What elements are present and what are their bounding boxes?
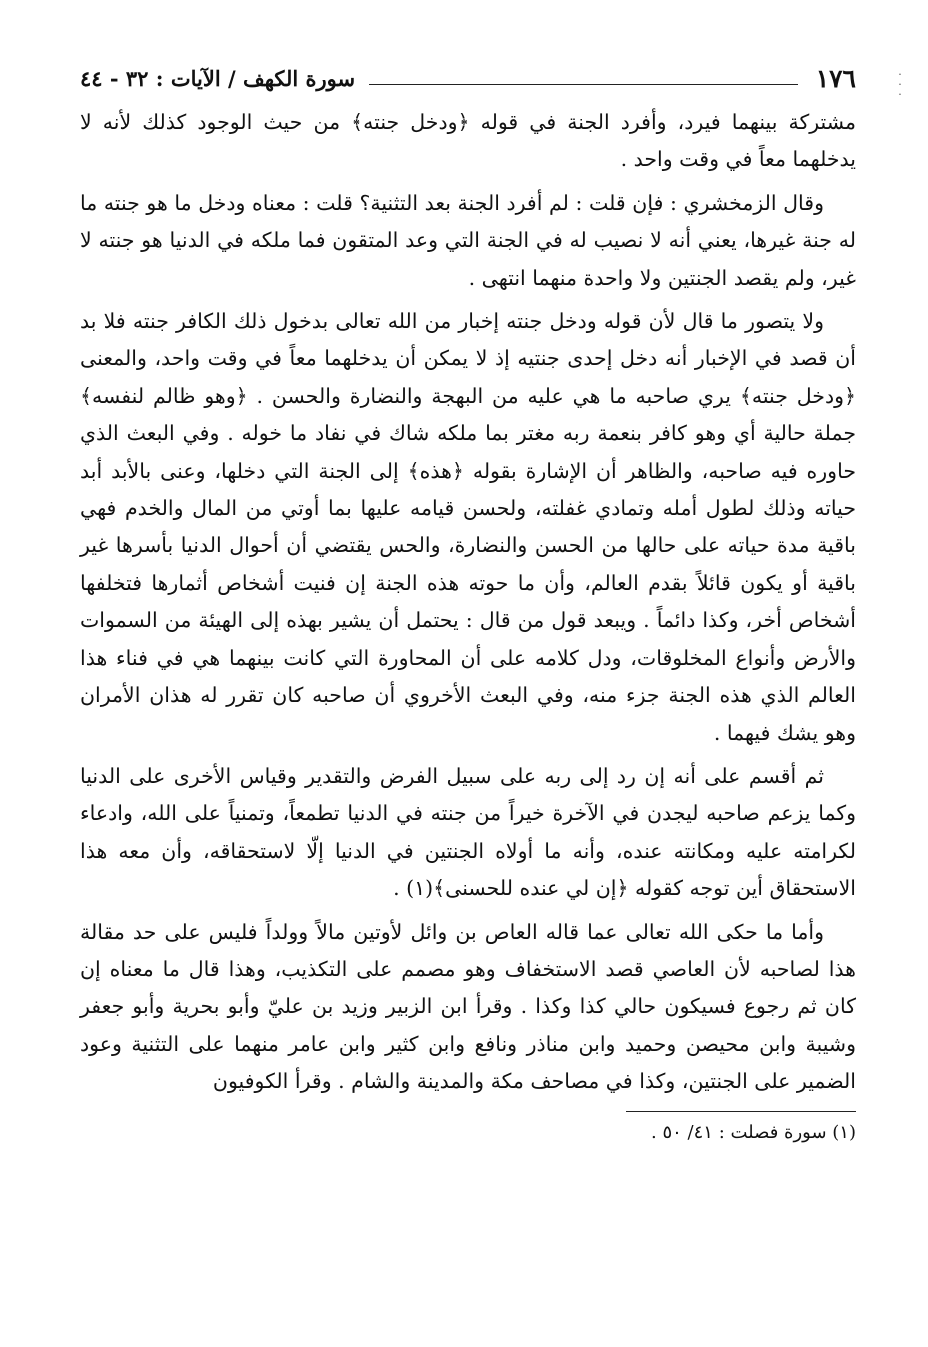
header-rule (369, 84, 798, 85)
page-number: ١٧٦ (815, 63, 856, 93)
book-page (80, 58, 856, 1146)
footnote-rule (626, 1111, 856, 1112)
paragraph-1: مشتركة بينهما فيرد، وأفرد الجنة في قوله ﴿ودخل جنته﴾ من حيث الوجود كذلك لأنه لا يدخلهما معاً في وقت واحد . (80, 110, 856, 172)
page-body (80, 104, 856, 1101)
paragraph-4: ثم أقسم على أنه إن رد إلى ربه على سبيل الفرض والتقدير وقياس الأخرى على الدنيا وكما يزعم صاحبه ليجدن في الآخرة خيراً من جنته في الدنيا تطمعاً، وتمنياً على الله، وادعاء لكرامته عليه ومكانته عنده، وأنه ما أولاه الجنتين في الدنيا إلّا لاستحقاقه، وأن معه هذا الاستحقاق أين توجه كقوله ﴿إن لي عنده للحسنى﴾(١) . (80, 763, 856, 901)
page-header (80, 58, 856, 98)
paragraph-5: وأما ما حكى الله تعالى عما قاله العاص بن وائل لأوتين مالاً وولداً فليس على حد مقالة هذا لصاحبه لأن العاصي قصد الاستخفاف وهو مصمم على التكذيب، وهذا قال ما معناه إن كان ثم رجوع فسيكون حالي كذا وكذا . وقرأ ابن الزبير وزيد بن عليّ وأبو بحرية وأبو جعفر وشيبة وابن محيصن وحميد وابن مناذر ونافع وابن كثير وابن عامر منهما على التثنية وعود الضمير على الجنتين، وكذا في مصاحف مكة والمدينة والشام . وقرأ الكوفيون (80, 919, 856, 1094)
footnote: (١) سورة فصلت : ٤١/ ٥٠ . (651, 1121, 856, 1143)
paragraph-2: وقال الزمخشري : فإن قلت : لم أفرد الجنة بعد التثنية؟ قلت : معناه ودخل ما هو جنته ما له جنة غيرها، يعني أنه لا نصيب له في الجنة التي وعد المتقون فما ملكه في الدنيا هو جنته لا غير، ولم يقصد الجنتين ولا واحدة منهما انتهى . (80, 190, 856, 290)
paragraph-3: ولا يتصور ما قال لأن قوله ودخل جنته إخبار من الله تعالى بدخول ذلك الكافر جنته فلا بد أن قصد في الإخبار أنه دخل إحدى جنتيه إذ لا يمكن أن يدخلهما معاً في وقت واحد، والمعنى ﴿ودخل جنته﴾ يري صاحبه ما هي عليه من البهجة والنضارة والحسن . ﴿وهو ظالم لنفسه﴾ جملة حالية أي وهو كافر بنعمة ربه مغتر بما ملكه شاك في نفاد ما خوله . وفي البعث الذي حاوره فيه صاحبه، والظاهر أن الإشارة بقوله ﴿هذه﴾ إلى الجنة التي دخلها، وعنى بالأبد أبد حياته وذلك لطول أمله وتمادي غفلته، ولحسن قيامه عليها بما أوتي من المال والخدم فهي باقية مدة حياته على حالها من الحسن والنضارة، والحس يقتضي أن أحوال الدنيا بأسرها غير باقية أو يكون قائلاً بقدم العالم، وأن ما حوته هذه الجنة إن فنيت أشخاص أثمارها فتخلفها أشخاص أخر، وكذا دائماً . ويبعد قول من قال : يحتمل أن يشير بهذه إلى الهيئة من السموات والأرض وأنواع المخلوقات، ودل كلامه على أن المحاورة التي كانت بينهما هي في فناء هذا العالم الذي هذه الجنة جزء منه، وفي البعث الأخروي أن صاحبه كان تقرر له هذان الأمران وهو يشك فيهما . (80, 309, 856, 745)
running-title: سورة الكهف / الآيات : ٣٢ - ٤٤ (80, 65, 356, 91)
margin-ink-mark: · · · (898, 68, 902, 101)
